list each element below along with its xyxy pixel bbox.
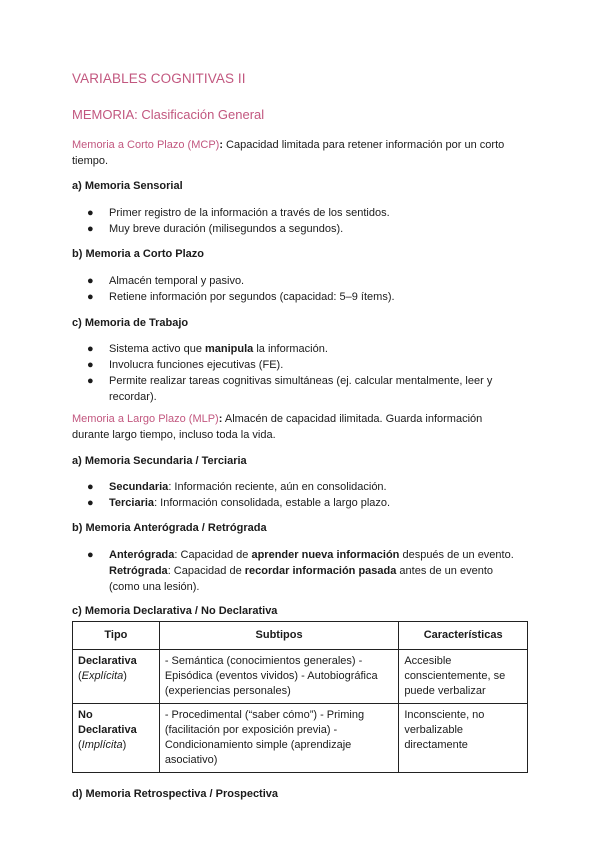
list-item: [72, 273, 532, 289]
secundaria-list: [72, 479, 532, 511]
list-item-text: Almacén temporal y pasivo.: [109, 275, 245, 287]
list-item-bold: Anterógrada: [109, 549, 175, 561]
list-item-text: : Capacidad de: [174, 549, 252, 561]
table-row: [73, 704, 528, 773]
subheading-anterograda-retrograda: b) Memoria Anterógrada / Retrógrada: [72, 522, 267, 534]
list-item-text: : Capacidad de: [167, 565, 245, 577]
tipo-name: No Declarativa: [78, 709, 137, 736]
list-item: [72, 221, 532, 237]
list-item: [72, 547, 532, 563]
mcp-colon: :: [219, 139, 223, 151]
corto-plazo-list: [72, 273, 532, 305]
bullet-icon: ●: [87, 375, 94, 387]
mcp-text-line1: Capacidad limitada para retener información por un corto: [223, 139, 505, 151]
list-item-bold: recordar información pasada: [244, 565, 397, 577]
list-item-bold: Secundaria: [109, 481, 169, 493]
table-header-tipo: Tipo: [73, 622, 160, 650]
table-header-row: [73, 622, 528, 650]
subheading-memoria-sensorial: a) Memoria Sensorial: [72, 180, 183, 192]
list-item: [72, 357, 532, 373]
tipo-alias: Implícita: [81, 739, 123, 751]
bullet-icon: ●: [87, 343, 94, 355]
list-item-text: Primer registro de la información a través de los sentidos.: [109, 207, 390, 219]
mlp-text-line1: Almacén de capacidad ilimitada. Guarda información: [222, 413, 483, 425]
document-title: VARIABLES COGNITIVAS II: [72, 71, 246, 86]
tipo-paren: (: [78, 739, 82, 751]
list-item-text: Involucra funciones ejecutivas (FE).: [109, 359, 284, 371]
subheading-declarativa: c) Memoria Declarativa / No Declarativa: [72, 605, 278, 617]
list-item-text: : Información reciente, aún en consolidación.: [168, 481, 387, 493]
bullet-icon: ●: [87, 223, 94, 235]
list-item-text: Sistema activo que: [109, 343, 205, 355]
list-item-text: (como una lesión).: [109, 581, 200, 593]
table-cell-subtipos: - Semántica (conocimientos generales) - Episódica (eventos vividos) - Autobiográfica (experiencias personales): [159, 650, 399, 704]
list-item: [72, 341, 532, 357]
tipo-name: Declarativa: [78, 655, 137, 667]
list-item: [72, 289, 532, 305]
bullet-icon: ●: [87, 359, 94, 371]
mlp-colon: :: [218, 413, 223, 425]
mcp-paragraph: [72, 137, 532, 169]
table-cell-tipo: [73, 704, 160, 773]
table-header-subtipos: Subtipos: [159, 622, 399, 650]
bullet-icon: ●: [87, 207, 94, 219]
table-cell-subtipos: - Procedimental (“saber cómo”) - Priming (facilitación por exposición previa) - Condicionamiento simple (aprendizaje asociativo): [159, 704, 399, 773]
subheading-secundaria-terciaria: a) Memoria Secundaria / Terciaria: [72, 455, 247, 467]
list-item-text: Permite realizar tareas cognitivas simultáneas (ej. calcular mentalmente, leer y: [109, 375, 493, 387]
table-cell-caracteristicas: Inconsciente, no verbalizable directamente: [399, 704, 528, 773]
bullet-icon: ●: [87, 481, 94, 493]
tipo-alias: Explícita: [81, 670, 124, 682]
list-item-text: Muy breve duración (milisegundos a segundos).: [109, 223, 344, 235]
list-item: [72, 495, 532, 511]
mlp-paragraph: [72, 411, 532, 443]
list-item-bold: manipula: [205, 343, 254, 355]
section-heading-memoria: MEMORIA: Clasificación General: [72, 107, 265, 122]
sensorial-list: [72, 205, 532, 237]
subheading-memoria-trabajo: c) Memoria de Trabajo: [72, 317, 189, 329]
list-item-text: la información.: [253, 343, 328, 355]
subheading-memoria-corto-plazo: b) Memoria a Corto Plazo: [72, 248, 205, 260]
mlp-term: Memoria a Largo Plazo (MLP): [72, 413, 219, 425]
mlp-text-line2: durante largo tiempo, incluso toda la vida.: [72, 429, 276, 441]
tipo-paren: ): [123, 670, 127, 682]
bullet-icon: ●: [87, 549, 94, 561]
anterograda-list: [72, 547, 532, 595]
trabajo-list: [72, 341, 532, 405]
table-row: [73, 650, 528, 704]
bullet-icon: ●: [87, 497, 94, 509]
list-item-continued: [72, 563, 532, 595]
list-item-text: antes de un evento: [396, 565, 493, 577]
list-item-text: Retiene información por segundos (capacidad: 5–9 ítems).: [109, 291, 395, 303]
mcp-text-line2: tiempo.: [72, 155, 109, 167]
bullet-icon: ●: [87, 275, 94, 287]
mcp-term: Memoria a Corto Plazo (MCP): [72, 139, 220, 151]
table-cell-caracteristicas: Accesible conscientemente, se puede verbalizar: [399, 650, 528, 704]
list-item: [72, 479, 532, 495]
memoria-table: [72, 621, 528, 773]
tipo-paren: ): [122, 739, 127, 751]
list-item: [72, 373, 532, 405]
table-header-caracteristicas: Características: [399, 622, 528, 650]
list-item-text: después de un evento.: [399, 549, 514, 561]
list-item-bold: aprender nueva información: [251, 549, 400, 561]
list-item-text: : Información consolidada, estable a largo plazo.: [154, 497, 391, 509]
tipo-paren: (: [78, 670, 82, 682]
subheading-retrospectiva-prospectiva: d) Memoria Retrospectiva / Prospectiva: [72, 788, 279, 800]
table-cell-tipo: [73, 650, 160, 704]
bullet-icon: ●: [87, 291, 94, 303]
list-item: [72, 205, 532, 221]
list-item-text: recordar).: [109, 391, 157, 403]
list-item-bold: Retrógrada: [109, 565, 168, 577]
list-item-bold: Terciaria: [109, 497, 155, 509]
